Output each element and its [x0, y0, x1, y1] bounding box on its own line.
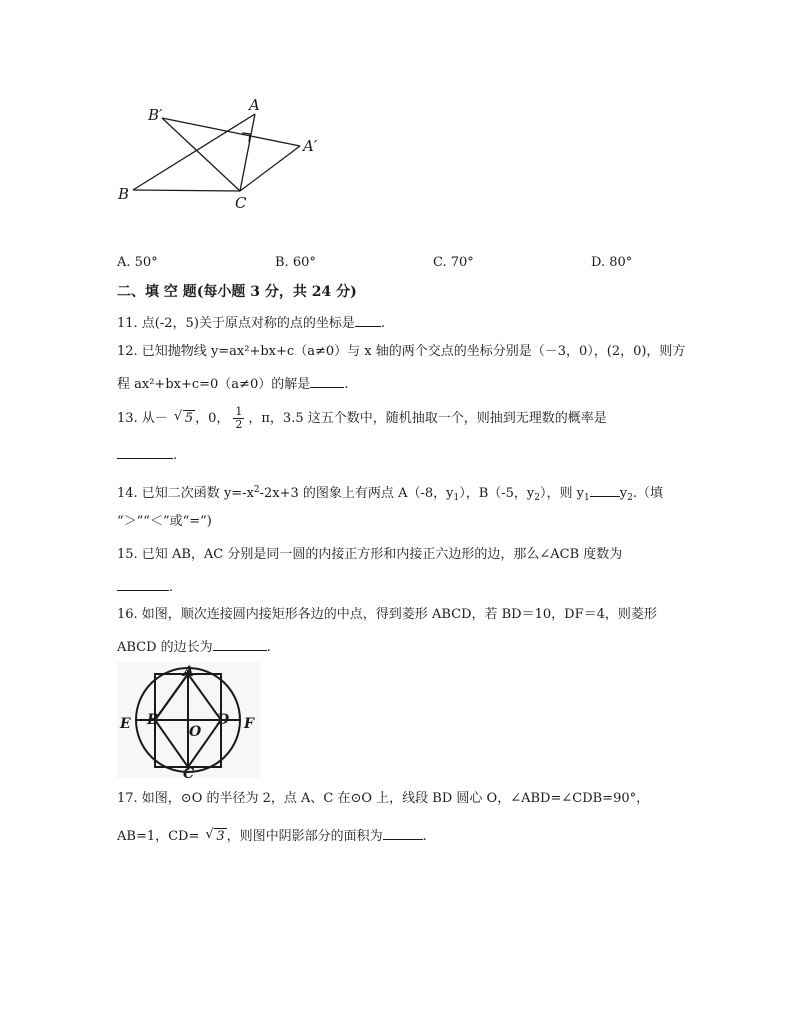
question-13-line2 — [117, 446, 177, 464]
label-O: O — [189, 724, 202, 740]
question-14-line2: “＞”“＜”或“=”) — [117, 514, 212, 529]
q14-text-e: y — [619, 486, 628, 501]
q15-answer-blank[interactable] — [117, 578, 169, 591]
segment-AC — [240, 114, 255, 191]
segment-AprimeC — [240, 146, 300, 191]
figure-rotated-triangles — [110, 90, 330, 215]
label-F: F — [244, 716, 254, 732]
q14-sub-3: 1 — [583, 493, 590, 503]
q13-end: . — [173, 448, 178, 463]
choice-b: B. 60° — [275, 255, 316, 270]
question-17-line1: 17. 如图，⊙O 的半径为 2，点 A、C 在⊙O 上，线段 BD 圆心 O，∠ABD=∠CDB=90°， — [117, 791, 650, 806]
q16-end: . — [266, 640, 271, 655]
question-17-line2 — [117, 827, 427, 845]
q11-text: 11. 点(-2，5)关于原点对称的点的坐标是 — [117, 316, 355, 331]
label-A-prime: A′ — [303, 137, 318, 155]
figure-circle-rhombus — [117, 662, 260, 778]
q12-end: . — [344, 377, 349, 392]
q14-text-f: .（填 — [632, 486, 663, 501]
sqrt-3: √ 3 — [205, 827, 225, 844]
q17-text-a: AB=1，CD= — [117, 829, 200, 844]
label-C: C — [183, 766, 195, 778]
q14-text-c: ），B（-5，y — [459, 486, 535, 501]
label-B: B — [147, 712, 159, 728]
q17-end: . — [422, 829, 427, 844]
question-15-line1: 15. 已知 AB，AC 分别是同一圆的内接正方形和内接正六边形的边，那么∠ACB 度数为 — [117, 547, 623, 562]
question-14-line1 — [117, 482, 663, 506]
q12-text: 程 ax²+bx+c=0（a≠0）的解是 — [117, 377, 311, 392]
label-A: A — [183, 664, 194, 680]
question-12-line1: 12. 已知抛物线 y=ax²+bx+c（a≠0）与 x 轴的两个交点的坐标分别是（－3，0），(2，0)，则方 — [117, 344, 686, 359]
q13-mid: ，0， — [195, 411, 230, 426]
q11-end: . — [380, 316, 386, 331]
q14-sub-4: 2 — [627, 493, 633, 503]
q14-exponent: 2 — [253, 485, 260, 495]
q14-text-b: -2x+3 的图象上有两点 A（-8，y — [259, 486, 454, 501]
segment-BprimeAprime — [162, 118, 300, 146]
q14-text-d: ），则 y — [540, 486, 584, 501]
q13-suffix: ，π，3.5 这五个数中，随机抽取一个，则抽到无理数的概率是 — [248, 411, 607, 426]
q17-text-b: ，则图中阴影部分的面积为 — [226, 829, 383, 844]
choice-a: A. 50° — [117, 255, 158, 270]
choice-c: C. 70° — [433, 255, 474, 270]
q15-end: . — [169, 580, 174, 595]
label-A: A — [249, 96, 260, 114]
q14-sub-1: 1 — [453, 493, 460, 503]
label-E: E — [120, 716, 131, 732]
question-15-line2 — [117, 578, 173, 596]
question-13-line1 — [117, 406, 607, 432]
question-16-line2 — [117, 638, 271, 656]
question-16-line1: 16. 如图，顺次连接圆内接矩形各边的中点，得到菱形 ABCD，若 BD＝10，DF＝4，则菱形 — [117, 607, 657, 622]
fraction-one-half: $\frac{1}{2}$ — [235, 405, 243, 431]
choice-d: D. 80° — [591, 255, 633, 270]
segment-BC — [133, 190, 240, 191]
q14-text-a: 14. 已知二次函数 y=-x — [117, 486, 254, 501]
q11-answer-blank[interactable] — [355, 314, 381, 327]
question-12-line2 — [117, 375, 348, 393]
segment-BprimeC — [162, 118, 240, 191]
sqrt-5: √ 5 — [173, 409, 194, 426]
q17-answer-blank[interactable] — [383, 827, 423, 840]
q14-answer-blank[interactable] — [590, 484, 620, 497]
section-heading: 二、填 空 题(每小题 3 分，共 24 分) — [117, 284, 357, 300]
q16-answer-blank[interactable] — [213, 638, 267, 651]
q16-text: ABCD 的边长为 — [117, 640, 213, 655]
label-D: D — [217, 712, 230, 728]
label-B: B — [118, 185, 130, 203]
segment-BA — [133, 114, 255, 190]
q14-sub-2: 2 — [534, 493, 540, 503]
label-C: C — [235, 194, 247, 212]
question-11 — [117, 314, 385, 332]
q13-answer-blank[interactable] — [117, 446, 173, 459]
label-B-prime: B′ — [148, 106, 163, 124]
q13-prefix: 13. 从－ — [117, 411, 168, 426]
q12-answer-blank[interactable] — [310, 375, 344, 388]
